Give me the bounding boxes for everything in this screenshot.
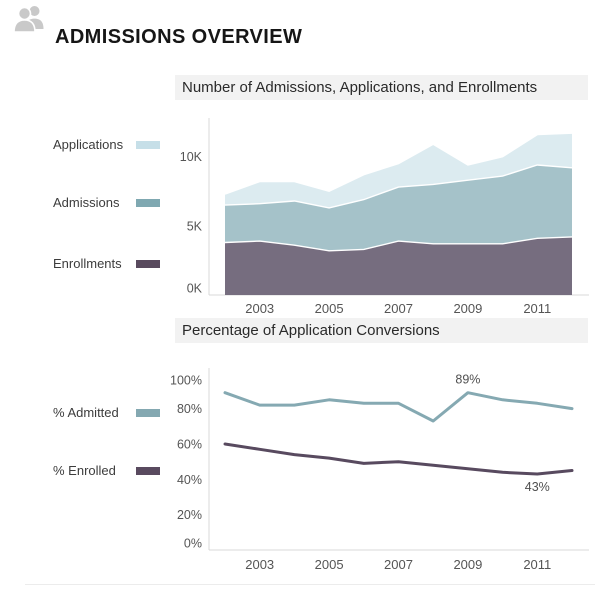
legend-item-applications[interactable]: [53, 136, 160, 153]
y-tick-label: 20%: [176, 508, 202, 523]
x-tick-label: 2009: [453, 301, 483, 316]
pct-admitted-swatch[interactable]: [136, 409, 160, 417]
legend-label-pct-admitted: % Admitted: [53, 405, 119, 420]
annotation-43: 43%: [524, 480, 550, 494]
legend-label-applications: Applications: [53, 137, 124, 152]
legend-item-pct-enrolled[interactable]: [53, 462, 160, 479]
dashboard-title: ADMISSIONS OVERVIEW: [55, 26, 303, 48]
x-tick-label: 2003: [245, 301, 275, 316]
y-tick-label: 80%: [176, 402, 202, 417]
applications-swatch[interactable]: [136, 141, 160, 149]
x-tick-label: 2007: [384, 301, 413, 316]
legend-item-enrollments[interactable]: [53, 255, 160, 272]
annotation-89: 89%: [455, 372, 481, 387]
enrollments-area[interactable]: [225, 237, 572, 295]
legend-item-admissions[interactable]: [53, 194, 160, 211]
pct-enrolled-swatch[interactable]: [136, 467, 160, 475]
legend-item-pct-admitted[interactable]: [53, 404, 160, 421]
x-tick-label: 2011: [523, 301, 552, 316]
x-tick-label: 2011: [523, 557, 552, 572]
legend-label-admissions: Admissions: [53, 195, 120, 210]
enrollments-swatch[interactable]: [136, 260, 160, 268]
x-tick-label: 2005: [314, 301, 344, 316]
y-tick-label: 60%: [176, 437, 202, 452]
x-tick-label: 2009: [453, 557, 483, 572]
x-tick-label: 2007: [384, 557, 413, 572]
x-tick-label: 2005: [314, 557, 344, 572]
legend-label-pct-enrolled: % Enrolled: [53, 463, 116, 478]
conversion-chart-title-band: [175, 318, 588, 343]
enrolled-line[interactable]: [225, 444, 572, 474]
admissions-swatch[interactable]: [136, 199, 160, 207]
people-icon: [13, 4, 47, 34]
y-tick-label: 40%: [176, 472, 202, 487]
y-tick-label: 0%: [183, 536, 202, 551]
y-tick-label: 10K: [179, 150, 202, 165]
conversion-chart-title: Percentage of Application Conversions: [182, 322, 440, 339]
volume-chart-title-band: [175, 75, 588, 100]
header: [0, 0, 600, 55]
bottom-divider: [25, 584, 595, 585]
y-tick-label: 0K: [186, 281, 202, 296]
legend-label-enrollments: Enrollments: [53, 256, 122, 271]
y-tick-label: 100%: [170, 373, 202, 388]
admitted-line[interactable]: [225, 393, 572, 421]
x-tick-label: 2003: [245, 557, 275, 572]
volume-chart-title: Number of Admissions, Applications, and Enrollments: [182, 79, 538, 96]
y-tick-label: 5K: [186, 219, 202, 234]
